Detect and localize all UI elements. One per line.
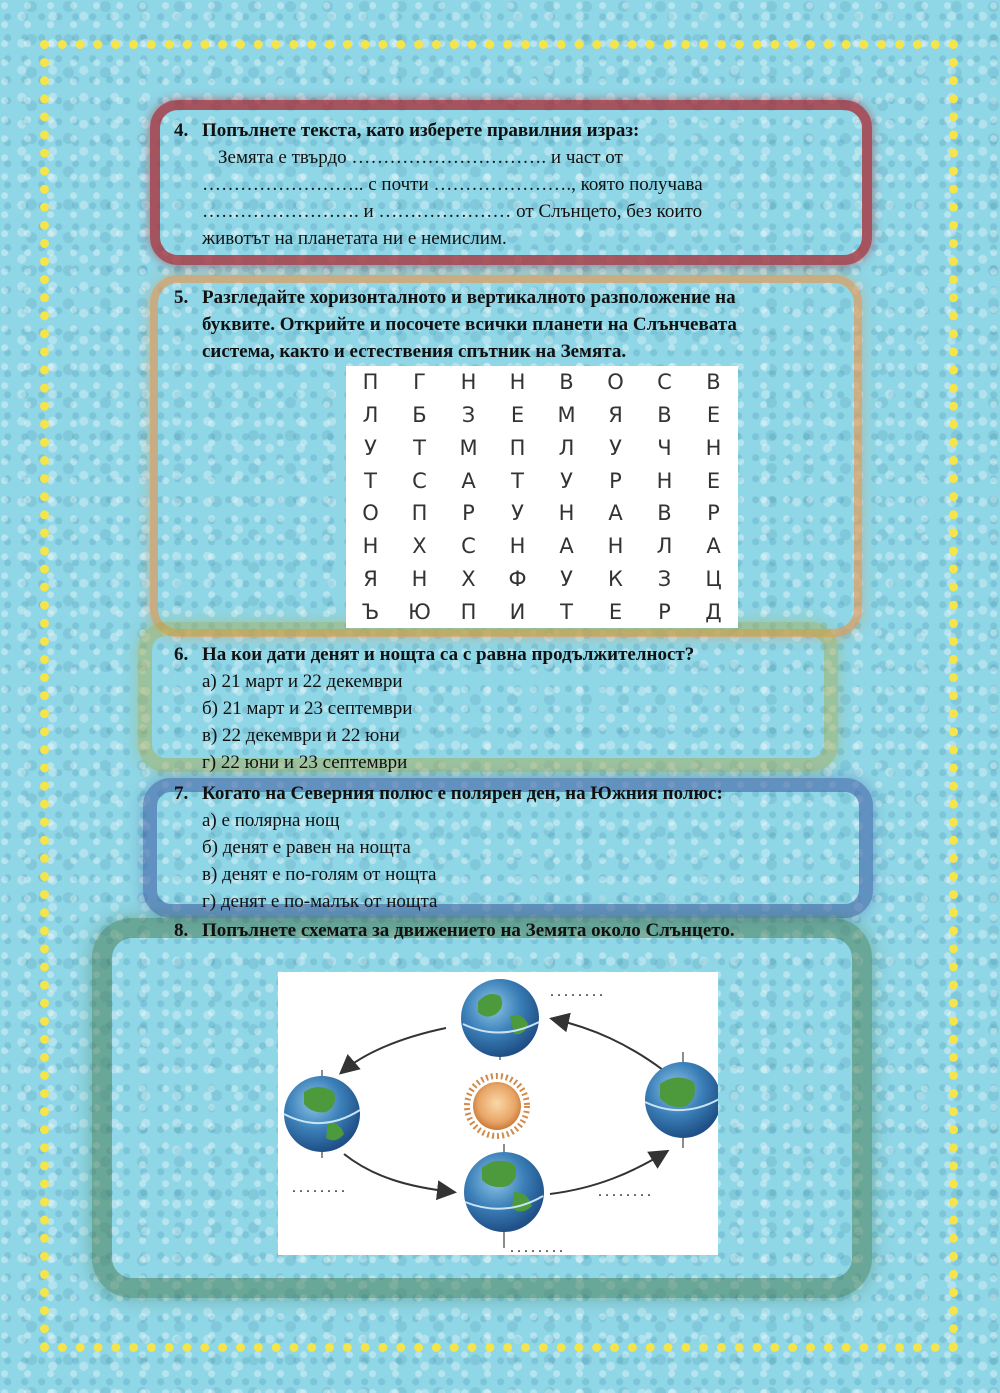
grid-letter[interactable]: Р bbox=[707, 501, 720, 526]
grid-letter[interactable]: Н bbox=[411, 566, 428, 591]
fill-line[interactable]: ……………………. и ………………… от Слънцето, без които bbox=[202, 201, 703, 222]
blank-label: ........ bbox=[550, 983, 606, 1000]
sun-icon bbox=[467, 1076, 527, 1136]
question-title-line: буквите. Открийте и посочете всички планети на Слънчевата bbox=[202, 314, 737, 335]
grid-letter[interactable]: Н bbox=[558, 501, 575, 526]
earth-icon-top bbox=[461, 979, 539, 1060]
question-title: Когато на Северния полюс е полярен ден, на Южния полюс: bbox=[202, 783, 723, 804]
question-7 bbox=[174, 780, 854, 915]
orbit-arrow bbox=[342, 1028, 446, 1072]
question-title-line: Разгледайте хоризонталното и вертикалното разположение на bbox=[202, 287, 736, 308]
grid-letter[interactable]: Ч bbox=[657, 435, 672, 460]
grid-letter[interactable]: У bbox=[609, 435, 622, 460]
grid-letter[interactable]: Л bbox=[656, 534, 673, 559]
earth-orbit-diagram bbox=[278, 972, 718, 1255]
answer-option-d[interactable]: г) денят е по-малък от нощта bbox=[202, 891, 438, 912]
grid-letter[interactable]: М bbox=[557, 403, 576, 428]
grid-letter[interactable]: Н bbox=[656, 468, 673, 493]
answer-option-a[interactable]: а) 21 март и 22 декември bbox=[202, 671, 403, 692]
grid-letter[interactable]: В bbox=[657, 403, 672, 428]
grid-letter[interactable]: П bbox=[460, 599, 477, 624]
question-6 bbox=[174, 641, 854, 776]
grid-letter[interactable]: Х bbox=[412, 534, 427, 559]
fill-line[interactable]: Земята е твърдо …………………………. и част от bbox=[218, 147, 623, 168]
fill-line[interactable]: …………………….. с почти …………………., която получава bbox=[202, 174, 703, 195]
grid-letter[interactable]: Т bbox=[560, 599, 573, 624]
grid-letter[interactable]: В bbox=[657, 501, 672, 526]
question-number: 4. bbox=[174, 120, 189, 141]
grid-letter[interactable]: Р bbox=[658, 599, 671, 624]
grid-letter[interactable]: А bbox=[608, 501, 623, 526]
grid-letter[interactable]: В bbox=[559, 370, 574, 395]
grid-letter[interactable]: Л bbox=[362, 403, 379, 428]
grid-letter[interactable]: И bbox=[509, 599, 526, 624]
grid-letter[interactable]: Н bbox=[460, 370, 477, 395]
grid-letter[interactable]: Я bbox=[363, 566, 378, 591]
grid-letter[interactable]: З bbox=[461, 403, 476, 428]
grid-letter[interactable]: У bbox=[364, 435, 377, 460]
grid-letter[interactable]: М bbox=[459, 435, 478, 460]
answer-option-d[interactable]: г) 22 юни и 23 септември bbox=[202, 752, 408, 773]
question-title: Попълнете текста, като изберете правилния израз: bbox=[202, 120, 640, 141]
grid-letter[interactable]: А bbox=[559, 534, 574, 559]
grid-letter[interactable]: П bbox=[362, 370, 379, 395]
question-number: 7. bbox=[174, 783, 189, 804]
grid-letter[interactable]: С bbox=[461, 534, 476, 559]
grid-letter[interactable]: Н bbox=[705, 435, 722, 460]
question-4 bbox=[174, 117, 854, 252]
grid-letter[interactable]: Н bbox=[607, 534, 624, 559]
grid-letter[interactable]: Ъ bbox=[361, 599, 380, 624]
grid-letter[interactable]: У bbox=[560, 566, 573, 591]
grid-letter[interactable]: О bbox=[607, 370, 624, 395]
blank-label: ........ bbox=[598, 1183, 654, 1200]
question-number: 5. bbox=[174, 287, 189, 308]
grid-letter[interactable]: Р bbox=[609, 468, 622, 493]
grid-letter[interactable]: З bbox=[657, 566, 672, 591]
grid-letter[interactable]: С bbox=[657, 370, 672, 395]
answer-option-c[interactable]: в) денят е по-голям от нощта bbox=[202, 864, 437, 885]
orbit-arrow bbox=[553, 1019, 663, 1070]
word-search-grid[interactable] bbox=[346, 366, 738, 628]
grid-letter[interactable]: Т bbox=[413, 435, 426, 460]
question-8 bbox=[174, 917, 854, 944]
grid-letter[interactable]: Б bbox=[412, 403, 427, 428]
earth-icon-bottom bbox=[464, 1144, 544, 1248]
question-title-line: система, както и естествения спътник на Земята. bbox=[202, 341, 627, 362]
grid-letter[interactable]: У bbox=[560, 468, 573, 493]
grid-letter[interactable]: Ю bbox=[408, 599, 431, 624]
grid-letter[interactable]: Х bbox=[461, 566, 476, 591]
grid-letter[interactable]: Е bbox=[510, 403, 525, 428]
earth-icon-left bbox=[284, 1070, 360, 1158]
blank-label: ........ bbox=[510, 1239, 566, 1255]
answer-option-b[interactable]: б) 21 март и 23 септември bbox=[202, 698, 413, 719]
grid-letter[interactable]: О bbox=[362, 501, 379, 526]
grid-letter[interactable]: Л bbox=[558, 435, 575, 460]
orbit-arrow bbox=[344, 1154, 453, 1192]
grid-letter[interactable]: Т bbox=[511, 468, 524, 493]
grid-letter[interactable]: Е bbox=[706, 468, 721, 493]
answer-option-c[interactable]: в) 22 декември и 22 юни bbox=[202, 725, 400, 746]
question-number: 8. bbox=[174, 920, 189, 941]
question-title: На кои дати денят и нощта са с равна продължителност? bbox=[202, 644, 695, 665]
grid-letter[interactable]: Т bbox=[364, 468, 377, 493]
question-title: Попълнете схемата за движението на Земята около Слънцето. bbox=[202, 920, 735, 941]
grid-letter[interactable]: Г bbox=[413, 370, 426, 395]
grid-letter[interactable]: В bbox=[706, 370, 721, 395]
grid-letter[interactable]: Д bbox=[705, 599, 722, 624]
blank-label: ........ bbox=[292, 1179, 348, 1196]
grid-letter[interactable]: У bbox=[511, 501, 524, 526]
grid-letter[interactable]: К bbox=[608, 566, 623, 591]
answer-option-b[interactable]: б) денят е равен на нощта bbox=[202, 837, 411, 858]
earth-icon-right bbox=[645, 1052, 718, 1148]
grid-letter[interactable]: С bbox=[412, 468, 427, 493]
grid-letter[interactable]: Н bbox=[509, 534, 526, 559]
grid-letter[interactable]: Н bbox=[509, 370, 526, 395]
fill-line: животът на планетата ни е немислим. bbox=[202, 228, 507, 249]
answer-option-a[interactable]: а) е полярна нощ bbox=[202, 810, 340, 831]
grid-letter[interactable]: Р bbox=[462, 501, 475, 526]
grid-letter[interactable]: Е bbox=[608, 599, 623, 624]
grid-letter[interactable]: П bbox=[509, 435, 526, 460]
grid-letter[interactable]: А bbox=[706, 534, 721, 559]
question-5 bbox=[174, 284, 854, 365]
grid-letter[interactable]: Е bbox=[706, 403, 721, 428]
question-number: 6. bbox=[174, 644, 189, 665]
grid-letter[interactable]: Ц bbox=[705, 566, 722, 591]
grid-letter[interactable]: А bbox=[461, 468, 476, 493]
grid-letter[interactable]: Н bbox=[362, 534, 379, 559]
grid-letter[interactable]: П bbox=[411, 501, 428, 526]
grid-letter[interactable]: Я bbox=[608, 403, 623, 428]
grid-letter[interactable]: Ф bbox=[508, 566, 527, 591]
